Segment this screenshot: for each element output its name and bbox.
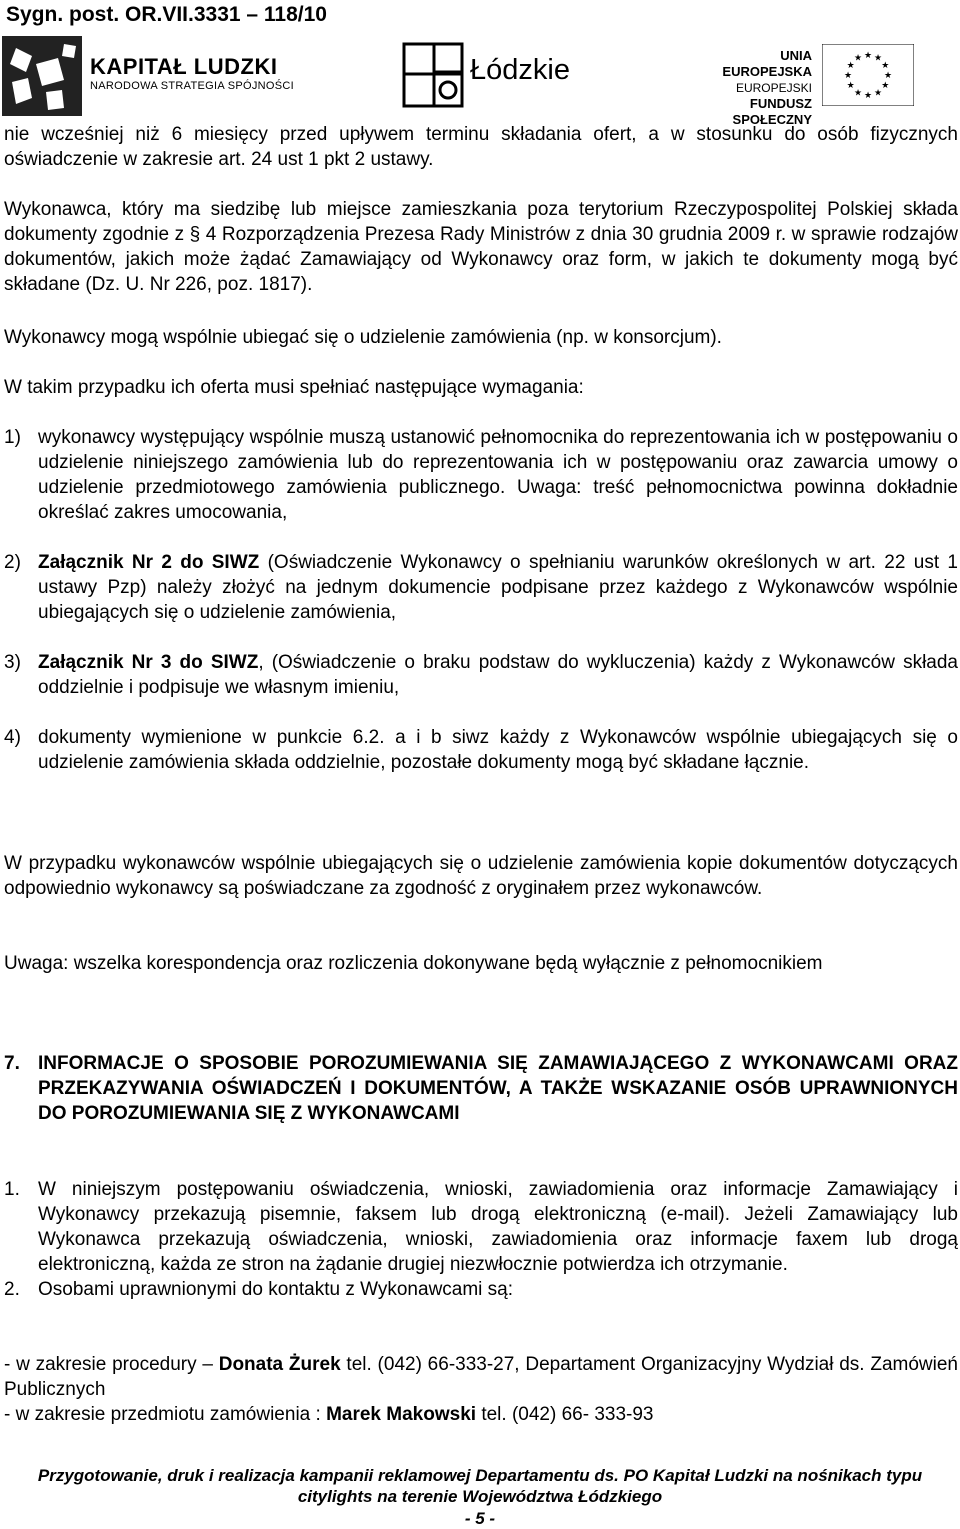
eu-line1: UNIA EUROPEJSKA: [722, 48, 812, 79]
paragraph-4: W takim przypadku ich oferta musi spełniać następujące wymagania:: [4, 377, 584, 398]
list-item: [4, 725, 958, 775]
list-item-number: 2.: [4, 1279, 20, 1300]
lodzkie-title: Łódzkie: [470, 54, 570, 86]
list-item-number: 4): [4, 727, 21, 748]
list-item-number: 1.: [4, 1179, 20, 1200]
kapital-ludzki-title: KAPITAŁ LUDZKI: [90, 54, 278, 79]
eu-logo-text: [688, 48, 812, 128]
paragraph-1: nie wcześniej niż 6 miesięcy przed upływem terminu składania ofert, a w stosunku do osób fizycznych oświadczenie w zakresie art. 24 ust 1 pkt 2 ustawy.: [4, 124, 958, 170]
eu-flag-icon: [822, 44, 914, 106]
contact-subject: [4, 1402, 958, 1427]
eu-line3: FUNDUSZ SPOŁECZNY: [732, 96, 812, 127]
page-number: - 5 -: [464, 1509, 496, 1528]
list-item-text: Osobami uprawnionymi do kontaktu z Wykonawcami są:: [38, 1279, 514, 1300]
list-item-text: W niniejszym postępowaniu oświadczenia, wnioski, zawiadomienia oraz informacje Zamawiający i Wykonawcy przekazują pisemnie, faksem lub drogą elektroniczną (e-mail). Jeżeli Zamawiający lub Wykonawca przekazują oświadczenia, wnioski, zawiadomienia oraz informacje faxem lub drogą elektroniczną, każda ze stron na żądanie drugiej niezwłocznie potwierdza ich otrzymanie.: [38, 1179, 958, 1275]
logo-header: [0, 30, 960, 127]
eu-star-icon: ★: [881, 60, 890, 70]
contact-procedure-details: tel. (042) 66-333-27, Departament Organizacyjny Wydział ds. Zamówień Publicznych: [4, 1354, 959, 1400]
contact-procedure-label: - w zakresie procedury –: [4, 1354, 219, 1375]
list-item: [4, 1277, 958, 1302]
eu-star-icon: ★: [863, 50, 873, 60]
eu-line2: EUROPEJSKI: [735, 81, 812, 95]
paragraph-6: Uwaga: wszelka korespondencja oraz rozliczenia dokonywane będą wyłącznie z pełnomocnikiem: [4, 953, 823, 974]
document-signature: Sygn. post. OR.VII.3331 – 118/10: [6, 3, 327, 26]
eu-star-icon: ★: [881, 80, 890, 90]
list-item-text: dokumenty wymienione w punkcie 6.2. a i b siwz każdy z Wykonawców wspólnie ubiegających się o udzielenie zamówienia składa oddzielnie, pozostałe dokumenty mogą być składane łącznie.: [38, 727, 958, 773]
list-item: [4, 550, 958, 625]
contact-procedure-name: Donata Żurek: [218, 1354, 341, 1375]
requirements-list: [4, 425, 958, 775]
list-item: [4, 650, 958, 700]
section-7-number: 7.: [4, 1053, 20, 1074]
kapital-ludzki-logo-icon: [2, 36, 82, 116]
attachment-ref: Załącznik Nr 2 do SIWZ: [38, 552, 260, 573]
lodzkie-logo-icon: [402, 42, 464, 108]
page-footer: [0, 1465, 960, 1529]
eu-star-icon: ★: [883, 70, 893, 80]
kapital-ludzki-logo: [90, 54, 294, 93]
list-item-text: (Oświadczenie Wykonawcy o spełnianiu warunków określonych w art. 22 ust 1 ustawy Pzp) należy złożyć na jednym dokumencie podpisane przez każdego z Wykonawców wspólnie ubiegających się o udzielenie zamówienia,: [38, 552, 958, 623]
eu-star-icon: ★: [853, 87, 863, 98]
list-item-number: 1): [4, 427, 21, 448]
section-7-title: INFORMACJE O SPOSOBIE POROZUMIEWANIA SIĘ ZAMAWIAJĄCEGO Z WYKONAWCAMI ORAZ PRZEKAZYWANIA OŚWIADCZEŃ I DOKUMENTÓW, A TAKŻE WSKAZANIE OSÓB UPRAWNIONYCH DO POROZUMIEWANIA SIĘ Z WYKONAWCAMI: [38, 1053, 958, 1124]
paragraph-3: Wykonawcy mogą wspólnie ubiegać się o udzielenie zamówienia (np. w konsorcjum).: [4, 327, 722, 348]
eu-star-icon: ★: [843, 70, 853, 80]
contact-subject-label: - w zakresie przedmiotu zamówienia :: [4, 1404, 327, 1425]
list-item-text: , (Oświadczenie o braku podstaw do wykluczenia) każdy z Wykonawców składa oddzielnie i podpisuje we własnym imieniu,: [38, 652, 958, 698]
eu-star-icon: ★: [873, 87, 883, 98]
list-item-body: [38, 650, 958, 700]
eu-star-icon: ★: [846, 80, 855, 90]
paragraph-2: Wykonawca, który ma siedzibę lub miejsce zamieszkania poza terytorium Rzeczypospolitej Polskiej składa dokumenty zgodnie z § 4 Rozporządzenia Prezesa Rady Ministrów z dnia 30 grudnia 2009 r. w sprawie rodzajów dokumentów, jakich może żądać Zamawiający od Wykonawcy oraz form, w jakich te dokumenty mogą być składane (Dz. U. Nr 226, poz. 1817).: [4, 199, 958, 295]
paragraph-5: W przypadku wykonawców wspólnie ubiegających się o udzielenie zamówienia kopie dokumentów dotyczących odpowiednio wykonawcy są poświadczane za zgodność z oryginałem przez wykonawców.: [4, 853, 958, 899]
footer-line-2: citylights na terenie Województwa Łódzkiego: [297, 1487, 663, 1506]
kapital-ludzki-subtitle: NARODOWA STRATEGIA SPÓJNOŚCI: [90, 80, 294, 92]
list-item-number: 2): [4, 552, 21, 573]
section-7-heading: [4, 1051, 958, 1126]
section-7-heading-row: [4, 1051, 958, 1126]
section-7-list: [4, 1177, 958, 1302]
list-item-text: wykonawcy występujący wspólnie muszą ustanowić pełnomocnika do reprezentowania ich w postępowaniu o udzielenie niniejszego zamówienia lub do reprezentowania ich w postępowaniu oraz zawarcia umowy o udzielenie przedmiotowego zamówienia publicznego. Uwaga: treść pełnomocnictwa powinna dokładnie określać zakres umocowania,: [38, 427, 958, 523]
list-item-number: 3): [4, 652, 21, 673]
list-item: [4, 425, 958, 525]
list-item-body: [38, 550, 958, 625]
list-item: [4, 1177, 958, 1277]
contact-subject-details: tel. (042) 66- 333-93: [476, 1404, 654, 1425]
contact-subject-name: Marek Makowski: [326, 1404, 477, 1425]
eu-star-icon: ★: [853, 52, 863, 63]
attachment-ref: Załącznik Nr 3 do SIWZ: [38, 652, 259, 673]
eu-star-icon: ★: [873, 52, 883, 63]
footer-line-1: Przygotowanie, druk i realizacja kampanii reklamowej Departamentu ds. PO Kapitał Ludzki na nośnikach typu: [37, 1466, 923, 1485]
contact-procedure: [4, 1352, 958, 1402]
eu-star-icon: ★: [863, 90, 873, 100]
eu-star-icon: ★: [846, 60, 855, 70]
